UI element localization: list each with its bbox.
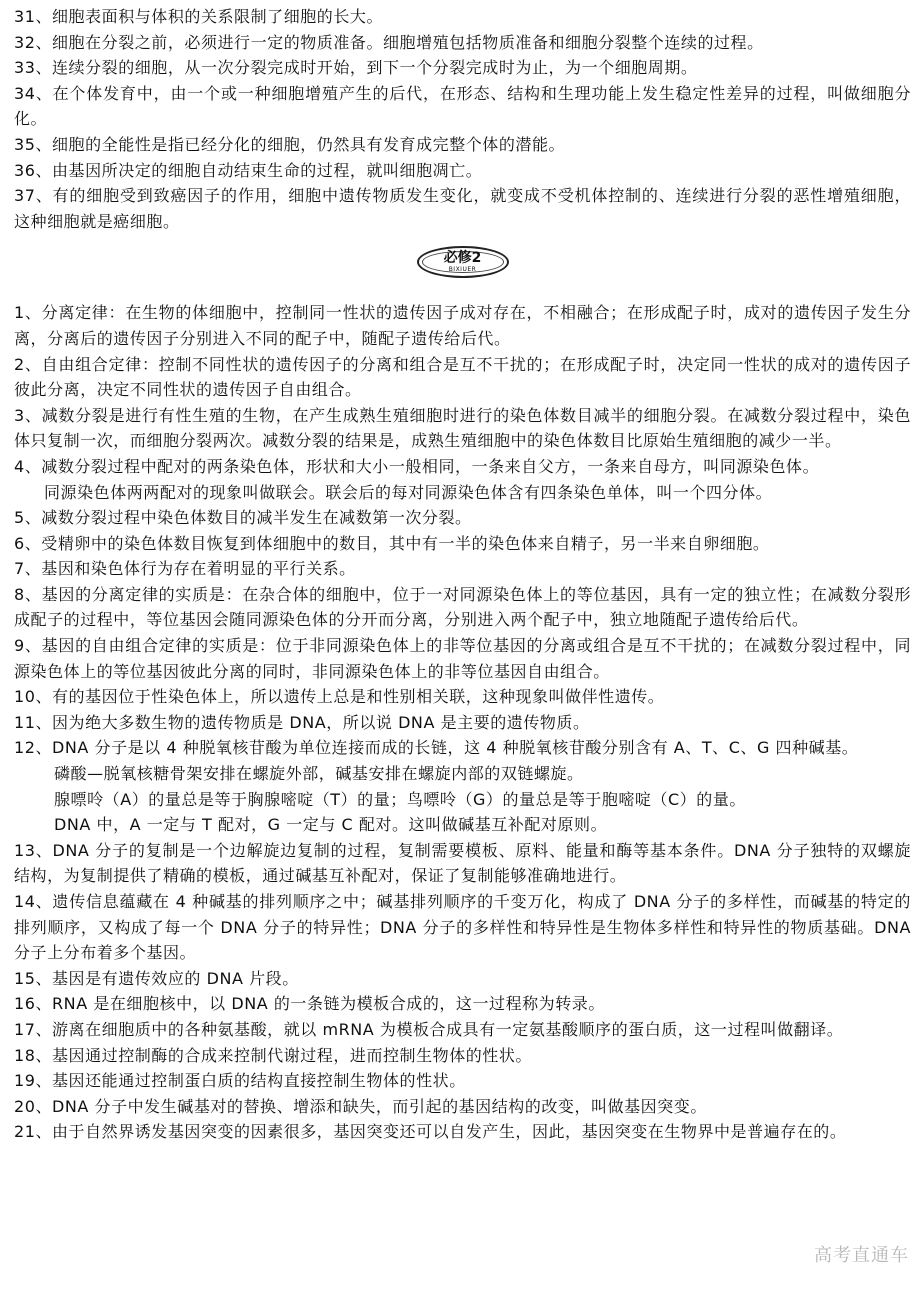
list-item: 1、分离定律：在生物的体细胞中，控制同一性状的遗传因子成对存在，不相融合；在形成配子时，成对的遗传因子发生分离，分离后的遗传因子分别进入不同的配子中，随配子遗传给后代。 xyxy=(14,303,911,348)
list-item: 21、由于自然界诱发基因突变的因素很多，基因突变还可以自发产生，因此，基因突变在生物界中是普遍存在的。 xyxy=(14,1122,847,1142)
list-item-continuation: DNA 中，A 一定与 T 配对，G 一定与 C 配对。这叫做碱基互补配对原则。 xyxy=(54,815,608,835)
list-item: 16、RNA 是在细胞核中，以 DNA 的一条链为模板合成的，这一过程称为转录。 xyxy=(14,994,605,1014)
list-item: 18、基因通过控制酶的合成来控制代谢过程，进而控制生物体的性状。 xyxy=(14,1045,532,1065)
section-badge xyxy=(417,246,509,278)
list-item: 31、细胞表面积与体积的关系限制了细胞的长大。 xyxy=(14,7,384,26)
list-item-continuation: 同源染色体两两配对的现象叫做联会。联会后的每对同源染色体含有四条染色单体，叫一个四分体。 xyxy=(44,482,773,502)
list-item: 36、由基因所决定的细胞自动结束生命的过程，就叫细胞凋亡。 xyxy=(14,160,483,180)
list-item-continuation: 磷酸—脱氧核糖骨架安排在螺旋外部，碱基安排在螺旋内部的双链螺旋。 xyxy=(54,764,584,784)
list-item: 34、在个体发育中，由一个或一种细胞增殖产生的后代，在形态、结构和生理功能上发生稳定性差异的过程，叫做细胞分化。 xyxy=(14,83,911,129)
main-section xyxy=(14,300,911,1145)
list-item-continuation: 腺嘌呤（A）的量总是等于胸腺嘧啶（T）的量；鸟嘌呤（G）的量总是等于胞嘧啶（C）的量。 xyxy=(54,789,746,809)
list-item: 20、DNA 分子中发生碱基对的替换、增添和缺失，而引起的基因结构的改变，叫做基因突变。 xyxy=(14,1096,707,1116)
list-item: 17、游离在细胞质中的各种氨基酸，就以 mRNA 为模板合成具有一定氨基酸顺序的蛋白质，这一过程叫做翻译。 xyxy=(14,1019,844,1039)
list-item: 9、基因的自由组合定律的实质是：位于非同源染色体上的非等位基因的分离或组合是互不干扰的；在减数分裂过程中，同源染色体上的等位基因彼此分离的同时，非同源染色体上的非等位基因自由组合。 xyxy=(14,636,911,681)
list-item: 10、有的基因位于性染色体上，所以遗传上总是和性别相关联，这种现象叫做伴性遗传。 xyxy=(14,687,665,707)
section-title: 必修2 xyxy=(443,250,482,267)
list-item: 2、自由组合定律：控制不同性状的遗传因子的分离和组合是互不干扰的；在形成配子时，决定同一性状的成对的遗传因子彼此分离，决定不同性状的遗传因子自由组合。 xyxy=(14,354,911,400)
section-subtitle: BIXIUER xyxy=(448,266,477,274)
list-item: 19、基因还能通过控制蛋白质的结构直接控制生物体的性状。 xyxy=(14,1071,466,1091)
watermark: 高考直通车 xyxy=(814,1245,909,1266)
list-item: 32、细胞在分裂之前，必须进行一定的物质准备。细胞增殖包括物质准备和细胞分裂整个连续的过程。 xyxy=(14,32,764,52)
list-item: 3、减数分裂是进行有性生殖的生物，在产生成熟生殖细胞时进行的染色体数目减半的细胞分裂。在减数分裂过程中，染色体只复制一次，而细胞分裂两次。减数分裂的结果是，成熟生殖细胞中的染色体数目比原始生殖细胞的减少一半。 xyxy=(14,405,911,451)
list-item: 13、DNA 分子的复制是一个边解旋边复制的过程，复制需要模板、原料、能量和酶等基本条件。DNA 分子独特的双螺旋结构，为复制提供了精确的模板，通过碱基互补配对，保证了复制能够准确地进行。 xyxy=(14,840,911,886)
list-item: 5、减数分裂过程中染色体数目的减半发生在减数第一次分裂。 xyxy=(14,508,472,528)
list-item: 7、基因和染色体行为存在着明显的平行关系。 xyxy=(14,559,356,579)
list-item: 33、连续分裂的细胞，从一次分裂完成时开始，到下一个分裂完成时为止，为一个细胞周期。 xyxy=(14,58,698,78)
list-item: 35、细胞的全能性是指已经分化的细胞，仍然具有发育成完整个体的潜能。 xyxy=(14,134,566,154)
list-item: 6、受精卵中的染色体数目恢复到体细胞中的数目，其中有一半的染色体来自精子，另一半来自卵细胞。 xyxy=(14,533,770,553)
list-item: 14、遗传信息蕴藏在 4 种碱基的排列顺序之中；碱基排列顺序的千变万化，构成了 DNA 分子的多样性，而碱基的特定的排列顺序，又构成了每一个 DNA 分子的特异性；DNA 分子的多样性和特异性是生物体多样性和特异性的物质基础。DNA 分子上分布着多个基因。 xyxy=(14,892,911,963)
list-item: 37、有的细胞受到致癌因子的作用，细胞中遗传物质发生变化，就变成不受机体控制的、连续进行分裂的恶性增殖细胞，这种细胞就是癌细胞。 xyxy=(14,186,911,231)
list-item: 12、DNA 分子是以 4 种脱氧核苷酸为单位连接而成的长链，这 4 种脱氧核苷酸分别含有 A、T、C、G 四种碱基。 xyxy=(14,738,859,758)
list-item: 15、基因是有遗传效应的 DNA 片段。 xyxy=(14,968,299,988)
top-section xyxy=(14,4,911,234)
list-item: 4、减数分裂过程中配对的两条染色体，形状和大小一般相同，一条来自父方，一条来自母方，叫同源染色体。 xyxy=(14,456,820,476)
list-item: 11、因为绝大多数生物的遗传物质是 DNA，所以说 DNA 是主要的遗传物质。 xyxy=(14,712,590,732)
list-item: 8、基因的分离定律的实质是：在杂合体的细胞中，位于一对同源染色体上的等位基因，具有一定的独立性；在减数分裂形成配子的过程中，等位基因会随同源染色体的分开而分离，分别进入两个配子中，独立地随配子遗传给后代。 xyxy=(14,584,911,630)
